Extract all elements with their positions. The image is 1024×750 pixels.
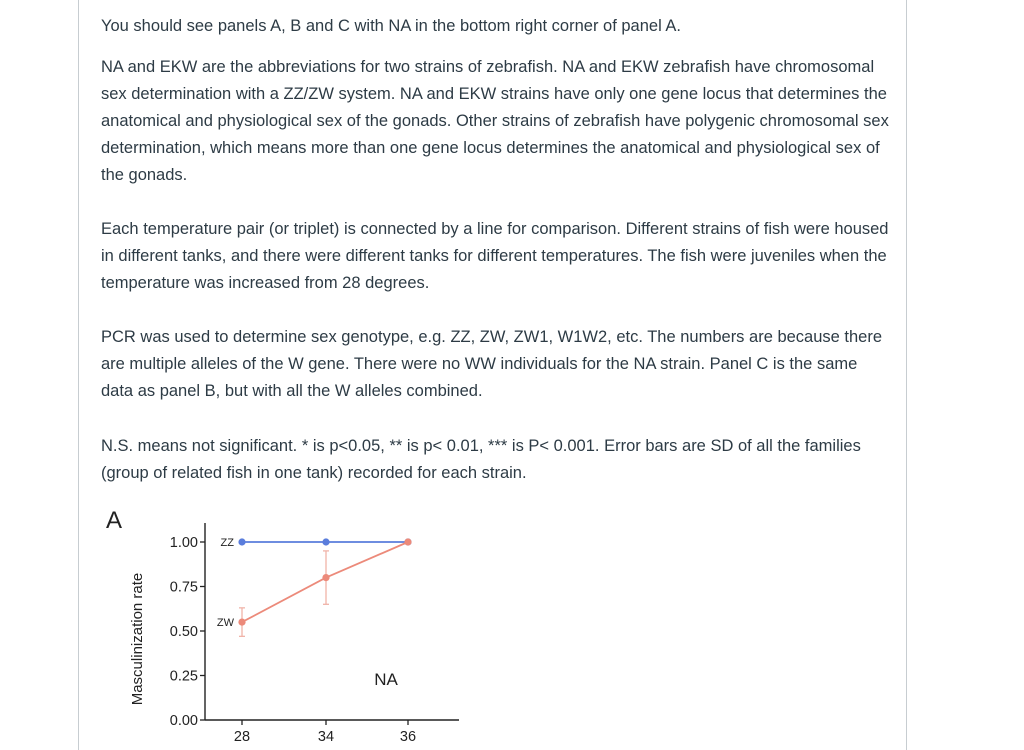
- content-card: [78, 0, 907, 750]
- figure-panel-a: [79, 499, 908, 750]
- y-tick-label: 1.00: [169, 535, 198, 551]
- x-tick-label: 28: [233, 729, 251, 745]
- x-tick-label: 34: [317, 729, 335, 745]
- masculinization-chart: [79, 499, 908, 750]
- data-point-zw: [238, 619, 245, 626]
- series-line-zw: [242, 542, 408, 622]
- data-point-zw: [322, 574, 329, 581]
- paragraph-significance: N.S. means not significant. * is p<0.05, ** is p< 0.01, *** is P< 0.001. Error bars are SD of all the families (group of related fish in one tank) recorded for each strain.: [101, 437, 861, 482]
- paragraph-temperature: Each temperature pair (or triplet) is connected by a line for comparison. Different strains of fish were housed in different tanks, and there were different tanks for different temperatures. The fish were juveniles when the temperature was increased from 28 degrees.: [101, 220, 889, 292]
- x-tick-label: 36: [399, 729, 417, 745]
- y-tick-label: 0.25: [169, 668, 198, 685]
- data-point-zz: [322, 538, 329, 545]
- paragraph-pcr: PCR was used to determine sex genotype, e.g. ZZ, ZW, ZW1, W1W2, etc. The numbers are because there are multiple alleles of the W gene. There were no WW individuals for the NA strain. Panel C is the same data as panel B, but with all the W alleles combined.: [101, 328, 883, 400]
- paragraph-strains: NA and EKW are the abbreviations for two strains of zebrafish. NA and EKW zebrafish have chromosomal sex determination with a ZZ/ZW system. NA and EKW strains have only one gene locus that determines the anatomical and physiological sex of the gonads. Other strains of zebrafish have polygenic chromosomal sex determination, which means more than one gene locus determines the anatomical and physiological sex of the gonads.: [101, 58, 889, 184]
- y-axis-title: Masculinization rate: [129, 572, 146, 706]
- series-label-zw: ZW: [216, 617, 234, 630]
- data-point-zw: [404, 538, 411, 545]
- strain-annotation: NA: [374, 670, 398, 689]
- y-tick-label: 0.75: [169, 579, 198, 596]
- y-tick-label: 0.00: [169, 713, 198, 729]
- paragraph-intro: You should see panels A, B and C with NA in the bottom right corner of panel A.: [101, 17, 682, 35]
- panel-label: A: [106, 507, 123, 534]
- series-label-zz: ZZ: [220, 537, 234, 549]
- data-point-zz: [238, 538, 245, 545]
- y-tick-label: 0.50: [169, 624, 198, 640]
